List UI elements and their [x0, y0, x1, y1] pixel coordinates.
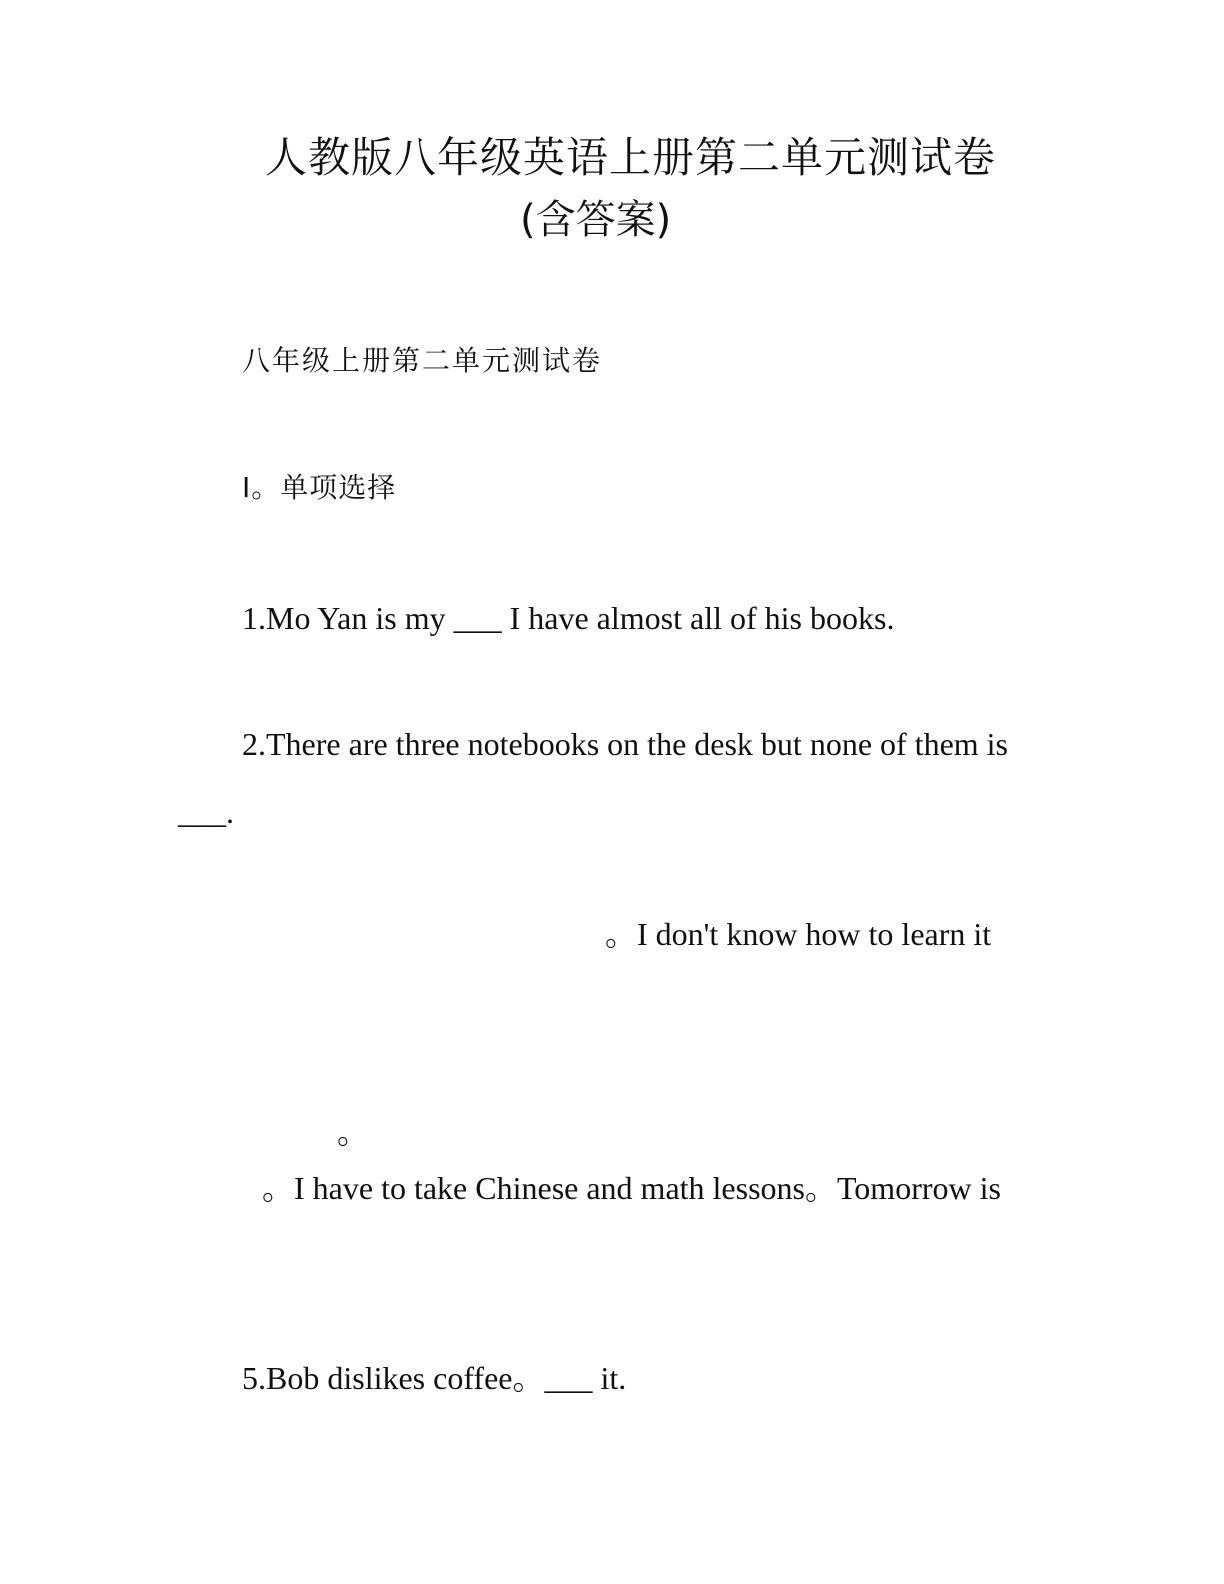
- question-2-line-2: ___.: [178, 794, 234, 830]
- question-2-line-1: 2.There are three notebooks on the desk but none of them is: [242, 726, 1008, 762]
- document-title-answer-note: (含答案): [520, 197, 672, 243]
- stray-punctuation: 。: [337, 1113, 370, 1151]
- section-heading: I。单项选择: [242, 471, 397, 504]
- question-4-fragment: 。I have to take Chinese and math lessons。Tomorrow is: [262, 1170, 1001, 1206]
- document-subtitle: 八年级上册第二单元测试卷: [242, 344, 603, 377]
- question-1: 1.Mo Yan is my ___ I have almost all of his books.: [242, 600, 895, 636]
- question-3-fragment: 。I don't know how to learn it: [605, 916, 992, 952]
- document-title: 人教版八年级英语上册第二单元测试卷: [265, 133, 997, 182]
- question-5: 5.Bob dislikes coffee。___ it.: [242, 1360, 627, 1396]
